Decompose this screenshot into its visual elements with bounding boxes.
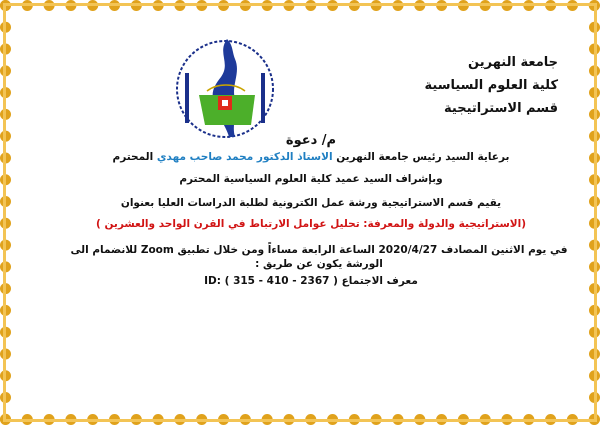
invitation-body	[69, 151, 553, 231]
supervision-line: وبإشراف السيد عميد كلية العلوم السياسية المحترم	[179, 173, 443, 185]
schedule-line-1: في يوم الاثنين المصادف 2020/4/27 الساعة الرابعة مساءاً ومن خلال تطبيق Zoom للانضمام الى	[70, 244, 568, 256]
college-name: كلية العلوم السياسية	[424, 78, 558, 93]
workshop-title: (الاستراتيجية والدولة والمعرفة: تحليل عوامل الارتباط في القرن الواحد والعشرين )	[95, 218, 526, 230]
department-name: قسم الاستراتيجية	[444, 101, 558, 116]
page-content	[29, 29, 593, 418]
schedule-block	[59, 243, 579, 271]
university-name: جامعة النهرين	[468, 55, 558, 70]
patron-suffix: المحترم	[112, 151, 154, 163]
meeting-id: ID: ( 315 - 410 - 2367 ) معرف الاجتماع	[204, 275, 418, 287]
patron-prefix: برعاية السيد رئيس جامعة النهرين	[336, 151, 510, 163]
announcement-line: يقيم قسم الاستراتيجية ورشة عمل الكترونية لطلبة الدراسات العليا بعنوان	[120, 197, 502, 209]
invitation-title: م/ دعوة	[285, 133, 337, 148]
university-logo	[169, 33, 281, 143]
patron-line	[69, 151, 553, 164]
patron-name: الاستاذ الدكتور محمد صاحب مهدي	[156, 151, 333, 163]
university-header	[425, 51, 559, 120]
schedule-line-2: الورشة يكون عن طريق :	[255, 258, 383, 270]
